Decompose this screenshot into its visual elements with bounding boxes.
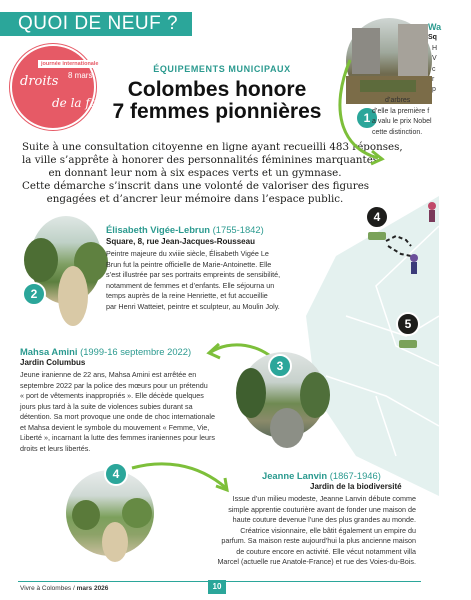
bio-text-1 <box>432 44 471 95</box>
bio-line: Brun fut la peintre officielle de Marie-Antoinette. Elle <box>106 259 272 269</box>
bio-line: Jeune iranienne de 22 ans, Mahsa Amini est arrêtée en <box>20 370 197 379</box>
bio-line: cette distinction. <box>372 128 423 136</box>
bio-line: p <box>432 86 436 94</box>
article-kicker: ÉQUIPEMENTS MUNICIPAUX <box>153 64 291 74</box>
map-pin-5 <box>396 312 420 336</box>
bio-line: Créatrice visionnaire, elle bâtit également un empire du <box>240 525 416 535</box>
marker-number-4: 4 <box>104 462 128 486</box>
bio-line: H <box>432 45 438 52</box>
bio-text-2 <box>106 249 280 312</box>
intro-line: engagées et d’ancrer leur mémoire dans l’espace public. <box>46 193 344 205</box>
bio-line: temps auprès de la reine Henriette, et fut accueillie <box>106 291 268 300</box>
bio-line: Marcel (actuelle rue Anatole-France) et rue des Voies-du-Bois. <box>217 557 416 566</box>
bio-line: notamment de femmes et d’enfants. Elle séjourna un <box>106 280 275 290</box>
place-name-3: Jardin Columbus <box>20 358 86 367</box>
article-headline <box>92 79 342 123</box>
badge-line2: 8 mars <box>68 71 93 80</box>
bio-line: haute couture devenue l’une des plus grandes au monde. <box>232 515 416 524</box>
dates-text: (1999-16 septembre 2022) <box>80 346 192 357</box>
bio-line: Issue d’un milieu modeste, Jeanne Lanvin débute comme <box>232 494 416 503</box>
dates-text: (1867-1946) <box>329 470 381 481</box>
person-name-1: Wa <box>428 22 442 32</box>
place-name-4: Jardin de la biodiversité <box>310 482 402 491</box>
badge-line1: droits <box>20 74 59 89</box>
bio-line: a valu le prix Nobel <box>372 118 432 126</box>
map-pin-label: 4 <box>373 210 381 224</box>
headline-line: 7 femmes pionnières <box>112 100 322 123</box>
bio-tail-1 <box>372 107 432 138</box>
bio-line: V <box>432 55 437 63</box>
footer-publication <box>20 585 108 592</box>
bio-line: par Henri Watteiet, peintre et sculpteur, au Moulin Joly. <box>106 301 280 311</box>
map-pin-5-base <box>399 340 417 348</box>
bio-line: et Mahsa devient le symbole du mouvement « Femme, Vie, <box>20 422 210 432</box>
person-name-3 <box>20 346 191 357</box>
bio-line: Liberté », incarnant la lutte des femmes iraniennes pour leurs <box>20 433 215 442</box>
page-number: 10 <box>208 580 226 594</box>
dates-text: (1755-1842) <box>212 224 264 235</box>
section-banner <box>0 12 192 36</box>
bio-text-4 <box>160 494 416 568</box>
footer-issue: mars 2026 <box>76 585 109 592</box>
intro-line: Cette démarche s’inscrit dans une volonté de valoriser des figures <box>22 180 370 192</box>
name-text: Mahsa Amini <box>20 346 78 357</box>
name-text: Élisabeth Vigée-Lebrun <box>106 224 211 235</box>
marker-number-1: 1 <box>355 106 379 130</box>
bio-line: d’elle la première f <box>372 108 430 115</box>
bio-line: Peintre majeure du xviiie siècle, Élisabeth Vigée Le <box>106 249 269 258</box>
bio-line: droits et leurs libertés. <box>20 443 91 453</box>
map-pin-4 <box>365 205 389 229</box>
person-name-2 <box>106 224 264 235</box>
bio-line: simple apprentie couturière avant de fonder une maison de <box>228 504 416 514</box>
bio-text-1b <box>385 96 439 106</box>
person-name-4 <box>262 470 381 481</box>
bio-text-3 <box>20 370 215 454</box>
intro-line: en donnant leur nom à six espaces verts et un gymnase. <box>48 167 342 179</box>
bio-line: c <box>432 65 436 73</box>
bio-line: « port de vêtements inappropriés ». Elle décède quelques <box>20 391 204 400</box>
bio-line: septembre 2022 par la police des mœurs pour un prétendu <box>20 380 208 390</box>
badge-line3: de la femme <box>52 96 127 110</box>
bio-line: détention. Sa mort provoque une onde de choc internationale <box>20 412 215 421</box>
bio-line: de couture encore en activité. Elle vécut notamment villa <box>236 546 416 556</box>
footer-title: Vivre à Colombes / <box>20 585 75 592</box>
map-pin-label: 5 <box>404 317 412 331</box>
bio-line: parfum. Sa maison reste aujourd’hui la plus ancienne maison <box>221 536 416 545</box>
intro-line: Suite à une consultation citoyenne en ligne ayant recueilli 483 réponses, <box>22 141 403 153</box>
place-name-1: Sq <box>428 34 437 41</box>
map-pin-4-base <box>368 232 386 240</box>
headline-line: Colombes honore <box>127 78 307 101</box>
marker-number-2: 2 <box>22 282 46 306</box>
bio-line: s’est illustrée par ses portraits empreints de sensibilité, <box>106 270 281 279</box>
bio-line: jours plus tard à la suite de violences subies durant sa <box>20 401 193 411</box>
bio-line: r <box>432 75 435 83</box>
place-name-2: Square, 8, rue Jean-Jacques-Rousseau <box>106 237 255 246</box>
section-title: QUOI DE NEUF ? <box>18 13 179 34</box>
badge-top-label: journée internationale <box>38 60 101 68</box>
bio-line: d’arbres <box>385 97 411 104</box>
womens-day-badge <box>10 44 127 130</box>
marker-number-3: 3 <box>268 354 292 378</box>
intro-line: la ville s’apprête à honorer des personnalités féminines marquantes <box>22 154 379 166</box>
name-text: Jeanne Lanvin <box>262 470 328 481</box>
